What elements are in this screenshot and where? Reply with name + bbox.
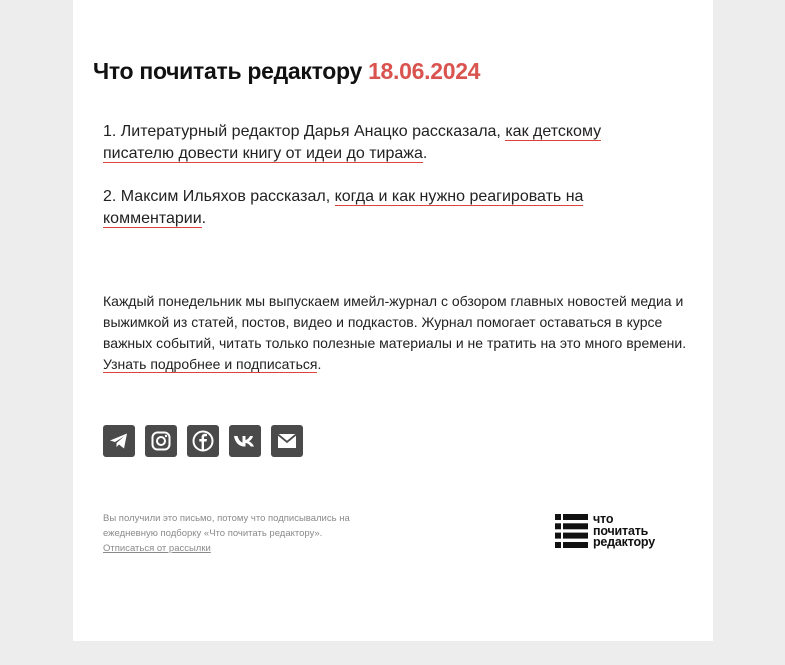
article-list [103, 121, 623, 251]
footer-text: Вы получили это письмо, потому что подписывались на ежедневную подборку «Что почитать редактору». [103, 513, 350, 539]
telegram-icon[interactable] [103, 425, 135, 457]
subscribe-link[interactable]: Узнать подробнее и подписаться [103, 356, 318, 372]
logo-line: почитать [593, 523, 649, 538]
logo-mark-icon [555, 514, 588, 548]
social-links [103, 425, 303, 457]
item-prefix: 1. Литературный редактор Дарья Анацко рассказала, [103, 123, 506, 140]
issue-date: 18.06.2024 [368, 58, 481, 84]
logo-wordmark [593, 514, 655, 549]
item-suffix: . [201, 210, 207, 227]
newsletter-description [103, 291, 693, 375]
article-link[interactable]: как детскому писателю довести книгу от идеи до тиража [103, 123, 602, 162]
item-prefix: 2. Максим Ильяхов рассказал, [103, 188, 335, 205]
email-icon[interactable] [271, 425, 303, 457]
list-item [103, 186, 623, 230]
item-suffix: . [422, 145, 428, 162]
title-text: Что почитать редактору [93, 58, 362, 84]
facebook-icon[interactable] [187, 425, 219, 457]
unsubscribe-link[interactable]: Отписаться от рассылки [103, 543, 211, 554]
logo-line: что [593, 512, 614, 526]
about-text: Каждый понедельник мы выпускаем имейл-журнал с обзором главных новостей медиа и выжимкой из статей, постов, видео и подкастов. Журнал помогает оставаться в курсе важных событий, читать только полезные материалы и не тратить на это много времени. [103, 293, 687, 351]
page-title [93, 58, 480, 85]
brand-logo [555, 514, 655, 549]
list-item [103, 121, 623, 165]
logo-line: редактору [593, 535, 655, 549]
email-card [73, 0, 713, 641]
article-link[interactable]: когда и как нужно реагировать на комментарии [103, 188, 584, 227]
instagram-icon[interactable] [145, 425, 177, 457]
footer-note [103, 511, 393, 556]
about-suffix: . [317, 356, 322, 372]
vk-icon[interactable] [229, 425, 261, 457]
